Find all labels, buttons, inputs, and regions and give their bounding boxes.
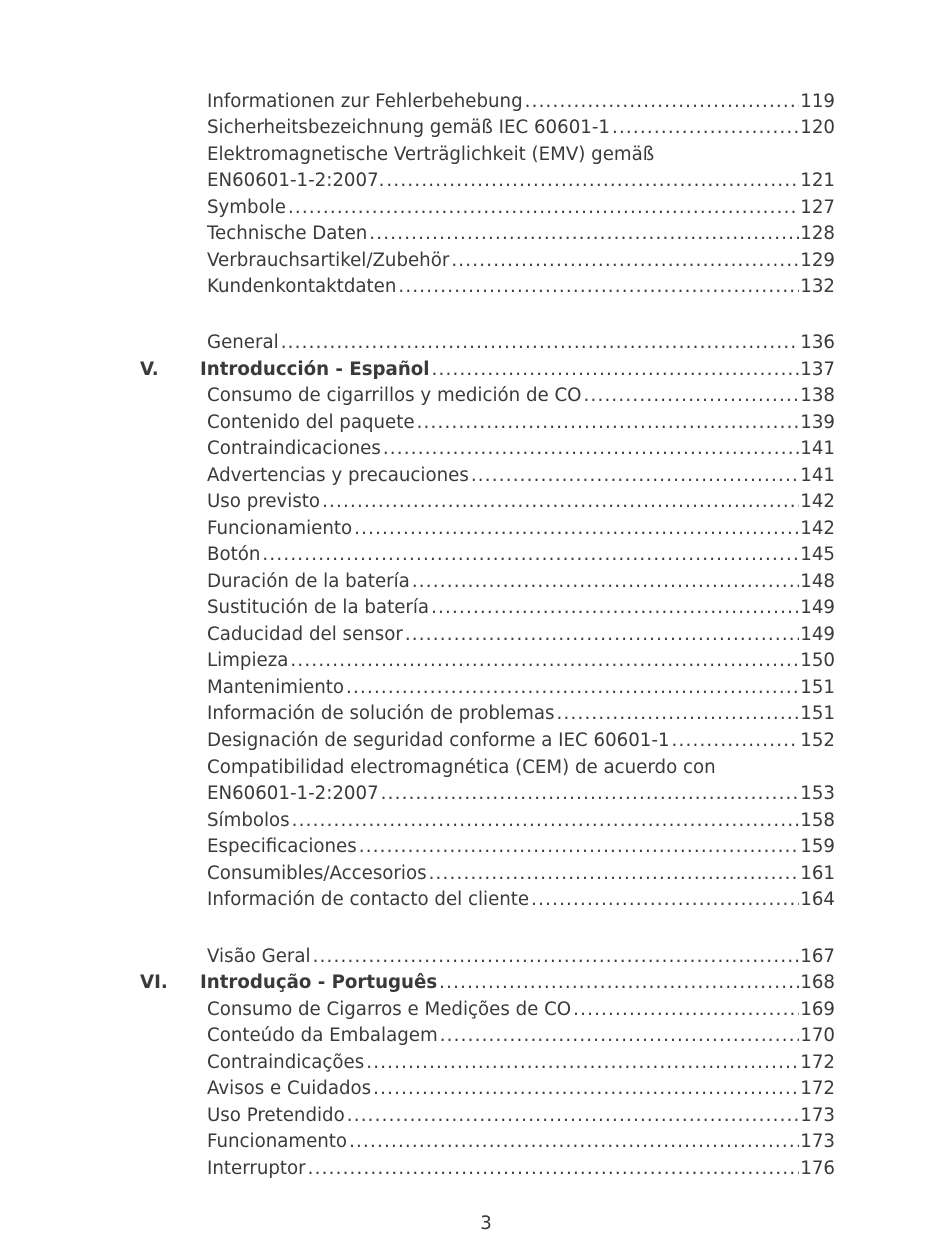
toc-entry[interactable] [207,1050,835,1077]
toc-entry-title: Verbrauchsartikel/Zubehör [207,250,450,271]
toc-entry-title: Consumibles/Accesorios [207,863,427,884]
toc-entry-page: 148 [800,571,835,592]
toc-entry-page: 137 [800,359,835,380]
dot-leader [672,728,800,755]
dot-leader [308,1156,800,1183]
toc-entry-page: 152 [800,730,835,751]
toc-entry-page: 172 [800,1052,835,1073]
toc-entry[interactable] [207,221,835,248]
dot-leader [431,595,799,622]
section-number: VI. [140,972,168,993]
dot-leader [429,861,800,888]
toc-entry-title: General [207,332,279,353]
toc-entry-title: Información de contacto del cliente [207,889,530,910]
dot-leader [471,463,799,490]
dot-leader [432,357,800,384]
dot-leader [373,1076,799,1103]
dot-leader [354,516,799,543]
toc-entry-title: Botón [207,544,261,565]
toc-entry-title: Conteúdo da Embalagem [207,1025,438,1046]
dot-leader [313,944,800,971]
toc-entry-page: 127 [800,197,835,218]
dot-leader [349,1129,799,1156]
toc-entry-title: Limpieza [207,650,289,671]
toc-entry-title: Uso previsto [207,491,321,512]
dot-leader [290,648,799,675]
toc-entry-page: 139 [800,412,835,433]
dot-leader [451,248,799,275]
toc-entry-title: Funcionamiento [207,518,353,539]
toc-entry-title: Interruptor [207,1158,306,1179]
toc-entry-title: Contraindicaciones [207,438,381,459]
toc-entry-title: Kundenkontaktdaten [207,276,397,297]
dot-leader [439,970,799,997]
dot-leader [369,221,799,248]
toc-entry-page: 129 [800,250,835,271]
toc-entry-title: Uso Pretendido [207,1105,345,1126]
dot-leader [557,701,800,728]
dot-leader [262,542,799,569]
toc-entry-title: EN60601-1-2:2007 [207,783,379,804]
toc-entry-title: Información de solución de problemas [207,703,555,724]
toc-entry-page: 169 [800,999,835,1020]
toc-entry-title-line1: Elektromagnetische Verträglichkeit (EMV) gemäß [207,143,655,165]
toc-entry[interactable] [207,1129,835,1156]
toc-entry-title: Sustitución de la batería [207,597,430,618]
dot-leader [398,274,799,301]
section-number: V. [140,359,159,380]
toc-entry-title: Consumo de cigarrillos y medición de CO [207,385,582,406]
dot-leader [292,808,800,835]
dot-leader [383,436,799,463]
toc-entry-page: 170 [800,1025,835,1046]
toc-entry[interactable] [207,595,835,622]
toc-entry[interactable] [207,168,835,195]
toc-entry-page: 173 [800,1131,835,1152]
toc-entry-page: 142 [800,518,835,539]
dot-leader [525,89,800,116]
toc-entry[interactable] [207,701,835,728]
toc-entry-title: EN60601-1-2:2007. [207,170,385,191]
toc-entry[interactable] [207,1076,835,1103]
toc-entry-title: Technische Daten [207,223,368,244]
toc-entry-page: 153 [800,783,835,804]
toc-entry-page: 151 [800,677,835,698]
toc-entry-page: 164 [800,889,835,910]
toc-entry[interactable] [207,1156,835,1183]
dot-leader [412,569,799,596]
toc-entry[interactable] [207,1023,835,1050]
toc-entry[interactable] [207,834,835,861]
dot-leader [386,168,799,195]
toc-entry[interactable] [207,410,835,437]
toc-entry-page: 149 [800,624,835,645]
toc-entry-page: 149 [800,597,835,618]
toc-entry[interactable] [207,944,835,971]
toc-entry[interactable] [207,330,835,357]
toc-entry-page: 151 [800,703,835,724]
toc-entry[interactable] [207,436,835,463]
toc-entry[interactable] [207,195,835,222]
toc-entry-page: 168 [800,972,835,993]
toc-entry-title: Caducidad del sensor [207,624,403,645]
toc-entry-title: Sicherheitsbezeichnung gemäß IEC 60601-1 [207,117,610,138]
toc-section-heading[interactable] [200,357,835,384]
dot-leader [417,410,800,437]
dot-leader [366,1050,799,1077]
toc-entry-page: 121 [800,170,835,191]
toc-entry-title: Designación de seguridad conforme a IEC 60601-1 [207,730,670,751]
toc-entry-page: 141 [800,465,835,486]
dot-leader [405,622,799,649]
toc-entry[interactable] [207,781,835,808]
toc-entry[interactable] [207,89,835,116]
toc-entry-page: 167 [800,946,835,967]
toc-entry-page: 142 [800,491,835,512]
toc-entry-title: Advertencias y precauciones [207,465,469,486]
toc-entry-page: 136 [800,332,835,353]
toc-entry-title: Introducción - Español [200,359,430,380]
toc-entry[interactable] [207,489,835,516]
toc-entry-page: 173 [800,1105,835,1126]
dot-leader [288,195,799,222]
toc-section-heading[interactable] [200,970,835,997]
dot-leader [573,997,799,1024]
dot-leader [359,834,800,861]
dot-leader [531,887,799,914]
toc-entry-page: 150 [800,650,835,671]
toc-entry-title: Duración de la batería [207,571,410,592]
toc-entry[interactable] [207,516,835,543]
dot-leader [322,489,799,516]
toc-entry-page: 120 [800,117,835,138]
toc-entry[interactable] [207,675,835,702]
toc-entry-page: 172 [800,1078,835,1099]
toc-entry-title-line1: Compatibilidad electromagnética (CEM) de acuerdo con [207,756,716,778]
toc-entry-title: Mantenimiento [207,677,345,698]
toc-entry-page: 145 [800,544,835,565]
toc-entry[interactable] [207,887,835,914]
toc-entry[interactable] [207,248,835,275]
toc-entry-page: 132 [800,276,835,297]
toc-entry[interactable] [207,728,835,755]
toc-entry[interactable] [207,808,835,835]
toc-entry[interactable] [207,622,835,649]
toc-entry-title: Symbole [207,197,286,218]
toc-entry-title: Contenido del paquete [207,412,415,433]
toc-entry[interactable] [207,383,835,410]
dot-leader [381,781,800,808]
toc-entry-page: 128 [800,223,835,244]
toc-entry-title: Informationen zur Fehlerbehebung [207,91,523,112]
toc-entry-title: Visão Geral [207,946,311,967]
toc-entry-page: 158 [800,810,835,831]
toc-entry-page: 159 [800,836,835,857]
dot-leader [584,383,800,410]
toc-entry-page: 161 [800,863,835,884]
dot-leader [612,115,799,142]
dot-leader [346,675,799,702]
dot-leader [281,330,800,357]
toc-entry-title: Avisos e Cuidados [207,1078,372,1099]
toc-entry-title: Especificaciones [207,836,357,857]
toc-entry[interactable] [207,861,835,888]
toc-entry[interactable] [207,542,835,569]
toc-entry[interactable] [207,997,835,1024]
dot-leader [347,1103,800,1130]
page-number: 3 [480,1213,492,1234]
toc-entry-title: Introdução - Português [200,972,438,993]
toc-entry-page: 141 [800,438,835,459]
toc-entry-page: 119 [800,91,835,112]
toc-entry[interactable] [207,648,835,675]
toc-entry[interactable] [207,463,835,490]
toc-entry[interactable] [207,569,835,596]
toc-entry-page: 176 [800,1158,835,1179]
dot-leader [440,1023,800,1050]
toc-entry-page: 138 [800,385,835,406]
toc-entry-title: Contraindicações [207,1052,365,1073]
toc-entry[interactable] [207,274,835,301]
toc-entry-title: Símbolos [207,810,290,831]
toc-entry-title: Consumo de Cigarros e Medições de CO [207,999,572,1020]
toc-entry-title: Funcionamento [207,1131,348,1152]
toc-entry[interactable] [207,1103,835,1130]
toc-entry[interactable] [207,115,835,142]
